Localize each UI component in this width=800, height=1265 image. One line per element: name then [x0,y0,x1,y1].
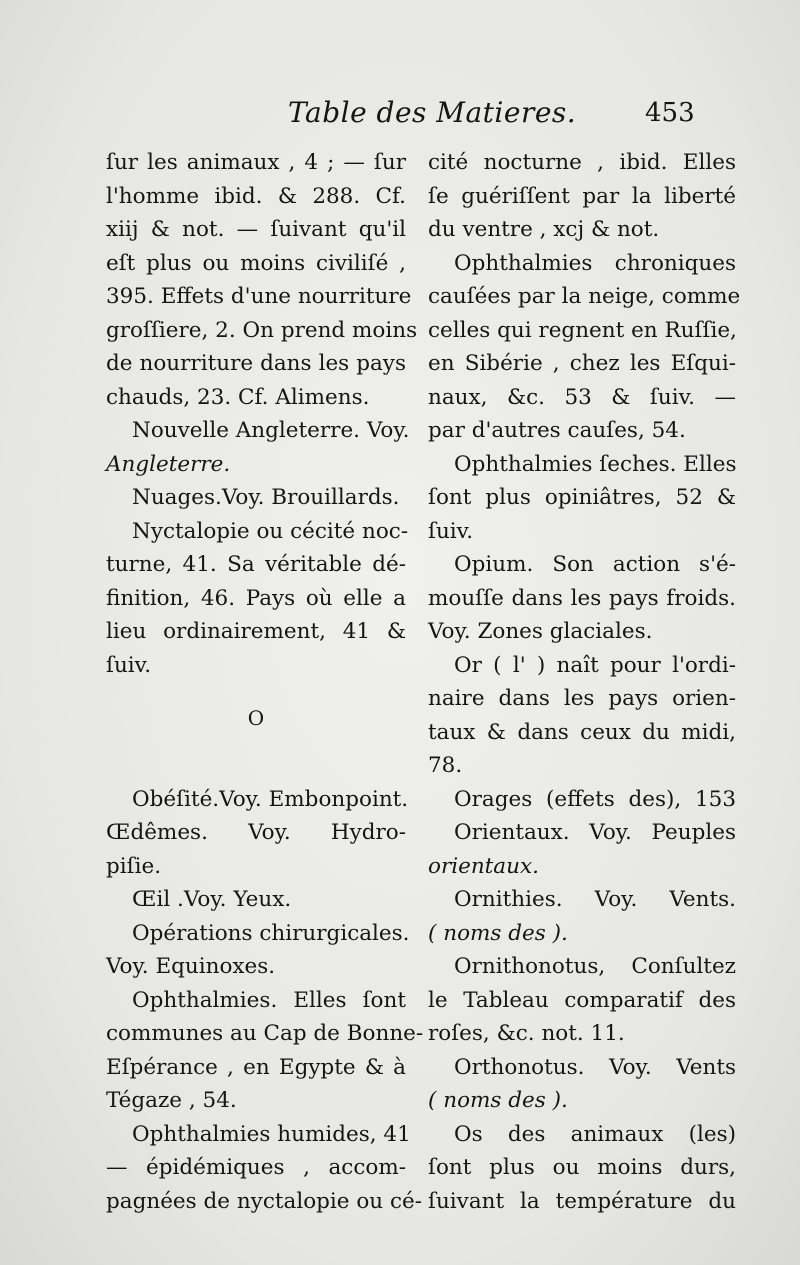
index-entry-start: Ornithies. Voy. Vents. [454,887,736,912]
index-line: communes au Cap de Bonne- [106,1021,424,1046]
index-entry-start: Ophthalmies. Elles ſont [132,987,406,1013]
running-title: Table des Matieres. [288,96,577,129]
index-entry-start: Ophthalmies chroniques [454,250,736,276]
index-line: finition, 46. Pays où elle a [106,585,406,611]
index-line: en Sibérie , chez les Eſqui- [428,351,736,376]
index-line: mouſſe dans les pays froids. [428,585,736,611]
index-line: Voy. Equinoxes. [106,954,276,979]
index-entry-start: Nouvelle Angleterre. Voy. [132,418,410,443]
index-line: groſſiere, 2. On prend moins [106,317,418,343]
index-line: du ventre , xcj & not. [428,217,660,242]
index-line: l'homme ibid. & 288. Cf. [106,183,406,209]
index-line: cité nocturne , ibid. Elles [428,150,736,175]
index-entry-start: Œdêmes. Voy. Hydro- [106,820,406,845]
index-entry-start: Opium. Son action s'é- [454,552,736,577]
index-line: xiij & not. — ſuivant qu'il [106,217,406,242]
index-line: ( noms des ). [428,920,568,946]
index-line: Angleterre. [106,451,231,477]
index-line: orientaux. [428,853,539,879]
index-line: roſes, &c. not. 11. [428,1021,625,1046]
section-gap [106,736,406,783]
index-line: de nourriture dans les pays [106,351,406,376]
index-line: ſuivant la température du [428,1188,736,1214]
index-entry-start: Nyctalopie ou cécité noc- [132,518,409,544]
index-line: 395. Effets d'une nourriture [106,284,412,309]
index-entry-start: Obéſité.Voy. Embonpoint. [132,786,409,812]
index-line: Eſpérance , en Egypte & à [106,1054,406,1080]
index-entry-start: Orthonotus. Voy. Vents [454,1054,736,1080]
index-entry-start: Orientaux. Voy. Peuples [454,820,736,845]
index-entry-start: Ophthalmies ſeches. Elles [454,451,737,477]
index-line: chauds, 23. Cf. Alimens. [106,384,370,410]
index-line: turne, 41. Sa véritable dé- [106,552,406,577]
index-line: naire dans les pays orien- [428,686,736,711]
index-line: taux & dans ceux du midi, [428,719,736,745]
index-entry-start: Os des animaux (les) [454,1121,736,1147]
index-line: celles qui regnent en Ruſſie, [428,317,737,343]
page-header [0,96,800,136]
index-line: ſur les animaux , 4 ; — ſur [106,150,406,175]
index-line: piſie. [106,853,162,879]
index-line: 78. [428,753,463,778]
index-line: par d'autres cauſes, 54. [428,418,686,443]
index-line: naux, &c. 53 & ſuiv. — [428,384,736,410]
index-entry-start: Ornithonotus, Conſultez [454,954,736,979]
page-number: 453 [645,98,695,128]
section-letter: O [247,706,265,730]
index-line: Tégaze , 54. [106,1088,237,1113]
index-entry-start: Opérations chirurgicales. [132,920,410,946]
index-line: ſont plus opiniâtres, 52 & [428,485,736,510]
index-line: ſuiv. [428,518,474,544]
index-entry-start: Or ( l' ) naît pour l'ordi- [454,652,736,678]
index-entry-start: Œil .Voy. Yeux. [132,887,292,912]
right-column [428,146,741,1218]
index-line: — épidémiques , accom- [106,1155,406,1180]
index-entry-start: Nuages.Voy. Brouillards. [132,485,400,510]
index-line: cauſées par la neige, comme [428,284,741,309]
index-line: lieu ordinairement, 41 & [106,619,406,644]
index-line: le Tableau comparatif des [428,987,736,1013]
index-line: ſe guériſſent par la liberté [428,183,736,209]
section-gap [106,682,406,702]
index-line: eſt plus ou moins civiliſé , [106,250,406,276]
index-line: pagnées de nyctalopie ou cé- [106,1188,422,1214]
index-line: Voy. Zones glaciales. [428,619,653,644]
index-line: ſuiv. [106,652,152,678]
index-line: ( noms des ). [428,1088,568,1113]
index-entry-start: Orages (effets des), 153 [454,786,736,812]
left-column [106,146,424,1218]
index-line: ſont plus ou moins durs, [428,1155,736,1180]
index-entry-start: Ophthalmies humides, 41 [132,1121,411,1147]
